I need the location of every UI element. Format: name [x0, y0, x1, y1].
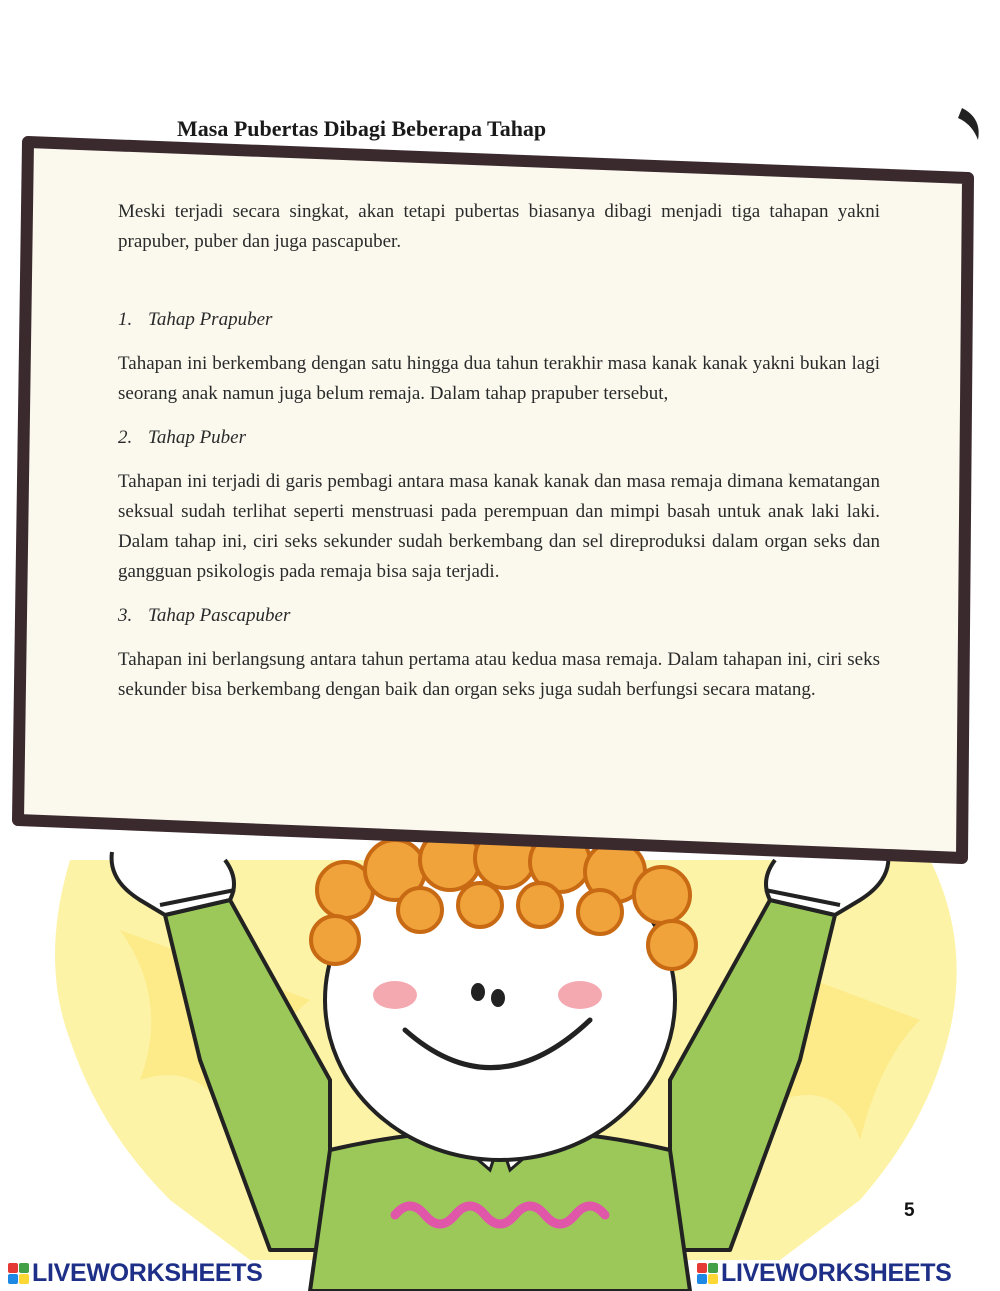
intro-paragraph: Meski terjadi secara singkat, akan tetapi pubertas biasanya dibagi menjadi tiga tahapan yakni prapuber, puber dan juga pascapuber.: [118, 201, 880, 252]
page-title: Masa Pubertas Dibagi Beberapa Tahap: [177, 116, 547, 141]
left-cheek: [373, 981, 417, 1009]
stage-title: Tahap Pascapuber: [148, 605, 291, 626]
stage-body-1: Tahapan ini berkembang dengan satu hingga dua tahun terakhir masa kanak kanak yakni bukan lagi seorang anak namun juga belum remaja. Dalam tahap prapuber tersebut,: [118, 353, 880, 404]
stage-title: Tahap Puber: [148, 427, 247, 448]
stage-number: 2.: [118, 427, 133, 448]
right-eye: [491, 989, 505, 1007]
right-cheek: [558, 981, 602, 1009]
stage-heading-2: [118, 423, 880, 453]
stage-number: 3.: [118, 605, 133, 626]
stage-number: 1.: [118, 309, 133, 330]
stage-heading-1: [118, 305, 880, 335]
corner-decoration: [958, 108, 979, 140]
stage-body-2: Tahapan ini terjadi di garis pembagi antara masa kanak kanak dan masa remaja dimana kematangan seksual sudah terlihat seperti menstruasi pada perempuan dan mimpi basah untuk anak laki laki. Dalam tahap ini, ciri seks sekunder sudah berkembang dan sel direproduksi dalam organ seks dan gangguan psikologis pada remaja bisa saja terjadi.: [118, 471, 880, 582]
left-eye: [471, 983, 485, 1001]
stage-title: Tahap Prapuber: [148, 309, 273, 330]
stage-body-3: Tahapan ini berlangsung antara tahun pertama atau kedua masa remaja. Dalam tahapan ini, ciri seks sekunder bisa berkembang dengan baik dan organ seks juga sudah berfungsi secara matang.: [118, 649, 880, 700]
liveworksheets-icon: [8, 1263, 29, 1284]
page-number: 5: [904, 1200, 915, 1221]
stage-heading-3: [118, 601, 880, 631]
brand-name: LIVEWORKSHEETS: [721, 1258, 952, 1287]
liveworksheets-icon: [697, 1263, 718, 1284]
liveworksheets-logo-right[interactable]: [697, 1258, 952, 1288]
brand-name: LIVEWORKSHEETS: [32, 1258, 263, 1287]
sign-content: [118, 197, 880, 719]
liveworksheets-logo-left[interactable]: [8, 1258, 263, 1288]
